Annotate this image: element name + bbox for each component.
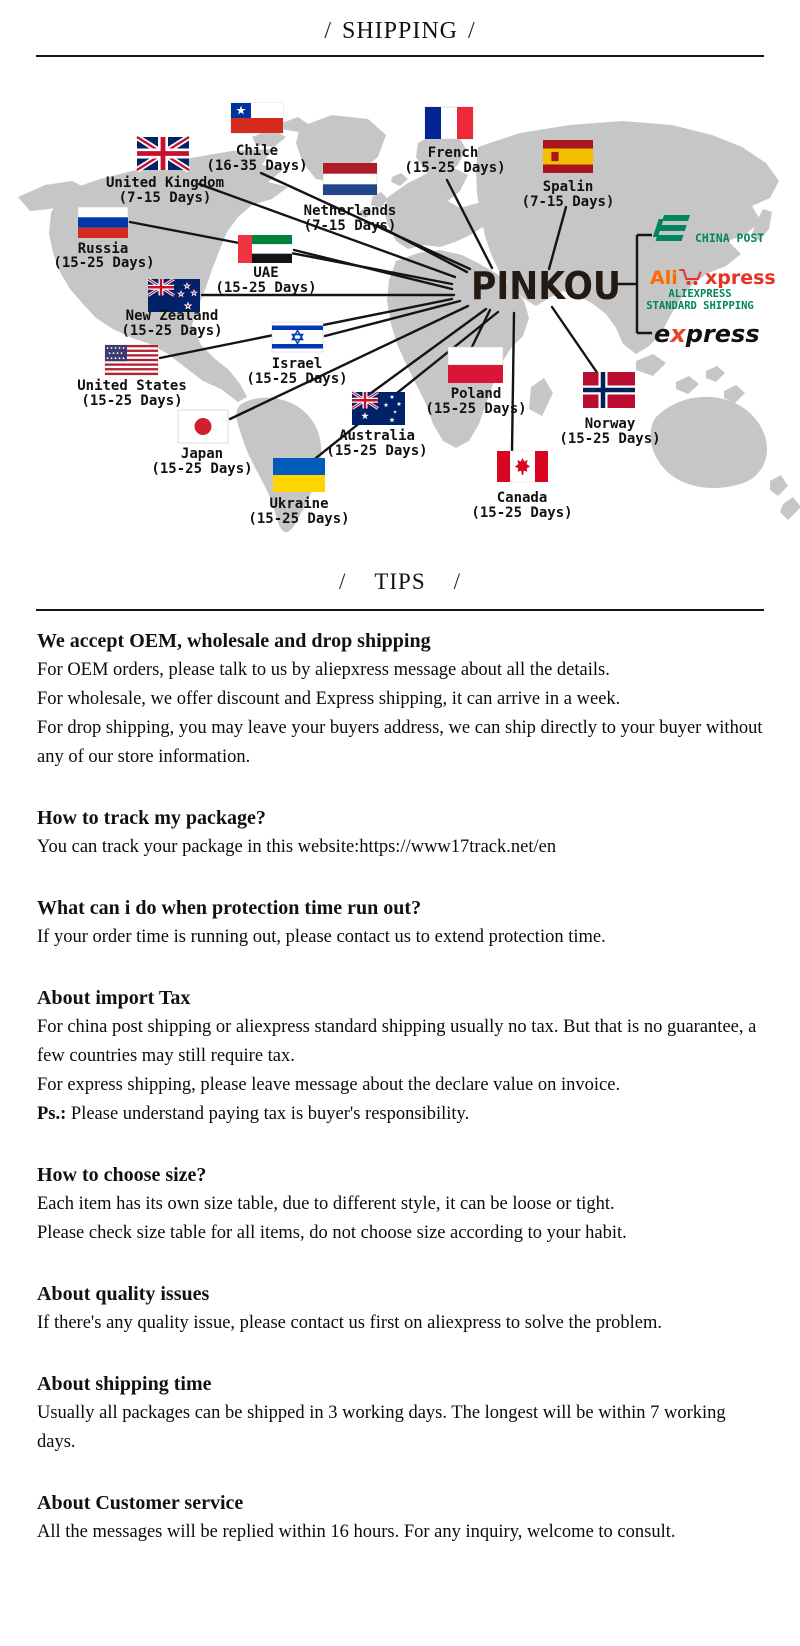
country-days: (15-25 Days) [81, 393, 183, 409]
country-days: (7-15 Days) [521, 194, 615, 210]
country-label: Australia [339, 428, 415, 444]
tips-section-size [37, 1161, 763, 1248]
tips-section-import-tax [37, 984, 763, 1129]
aliexpress-standard-line1: ALIEXPRESS [668, 288, 732, 300]
divider-line [36, 55, 764, 57]
country-label: French [427, 145, 479, 161]
country-days: (15-25 Days) [404, 160, 506, 176]
country-days: (15-25 Days) [425, 401, 527, 417]
section-paragraph: If your order time is running out, please contact us to extend protection time. [37, 927, 606, 947]
tips-section-shipping-time [37, 1370, 763, 1457]
country-label: Norway [584, 416, 636, 432]
country-days: (15-25 Days) [121, 323, 223, 339]
page-title: SHIPPING [341, 18, 459, 44]
shipping-banner [0, 0, 800, 45]
section-paragraph: You can track your package in this website:https://www17track.net/en [37, 837, 557, 857]
country-label: Russia [77, 241, 129, 257]
country-australia [326, 392, 427, 459]
country-days: (15-25 Days) [151, 461, 253, 477]
ps-label: Ps.: [37, 1104, 67, 1124]
slash-decoration: / [338, 569, 347, 594]
section-paragraph: For wholesale, we offer discount and Express shipping, it can arrive in a week. [37, 689, 621, 709]
section-heading: How to choose size? [37, 1164, 207, 1186]
section-paragraph: Usually all packages can be shipped in 3 working days. The longest will be within 7 working days. [37, 1403, 726, 1452]
section-paragraph: For drop shipping, you may leave your buyers address, we can ship directly to your buyer without any of our store information. [37, 718, 763, 767]
country-canada [471, 451, 572, 521]
section-heading: About quality issues [37, 1283, 210, 1305]
carrier-express [654, 320, 760, 348]
aliexpress-xpress-label: xpress [705, 267, 776, 289]
world-map [0, 85, 800, 537]
country-label: Canada [496, 490, 548, 506]
section-paragraph: All the messages will be replied within 16 hours. For any inquiry, welcome to consult. [37, 1522, 676, 1542]
country-label: Japan [180, 446, 224, 462]
country-label: UAE [253, 265, 279, 281]
slash-decoration: / [324, 18, 332, 44]
tips-section-tracking [37, 804, 763, 862]
poland-flag-icon [448, 347, 503, 365]
country-label: Spalin [542, 179, 594, 195]
brand-logo: PINKOU [471, 264, 621, 308]
china-post-label: CHINA POST [695, 231, 765, 245]
country-label: Poland [450, 386, 502, 402]
country-days: (15-25 Days) [246, 371, 348, 387]
section-paragraph: Each item has its own size table, due to different style, it can be loose or tight. [37, 1194, 615, 1214]
tips-banner [0, 569, 800, 595]
country-days: (15-25 Days) [471, 505, 573, 521]
country-label: Ukraine [269, 496, 329, 512]
country-days: (15-25 Days) [53, 255, 155, 271]
tips-body [37, 627, 763, 1581]
divider-line [36, 609, 764, 611]
section-heading: What can i do when protection time run out? [37, 897, 422, 919]
country-label: United States [77, 378, 187, 394]
section-heading: How to track my package? [37, 807, 266, 829]
section-paragraph: For china post shipping or aliexpress standard shipping usually no tax. But that is no guarantee, a few countries may still require tax. [37, 1017, 757, 1066]
slash-decoration: / [453, 569, 462, 594]
country-label: New Zealand [125, 308, 219, 324]
slash-decoration: / [468, 18, 476, 44]
tips-section-protection-time [37, 894, 763, 952]
uae-flag-icon [252, 235, 292, 244]
tips-section-quality [37, 1280, 763, 1338]
uk-flag-icon [137, 137, 189, 170]
section-heading: About shipping time [37, 1373, 212, 1395]
express-logo: express [654, 320, 760, 348]
tips-section-customer-service [37, 1489, 763, 1547]
country-days: (7-15 Days) [118, 190, 212, 206]
section-paragraph: For express shipping, please leave message about the declare value on invoice. [37, 1075, 621, 1095]
ps-text: Please understand paying tax is buyer's responsibility. [66, 1104, 470, 1124]
country-days: (15-25 Days) [215, 280, 317, 296]
country-label: Netherlands [303, 203, 397, 219]
section-paragraph-ps [37, 1100, 763, 1129]
aliexpress-ali-label: Ali [650, 267, 678, 289]
country-days: (15-25 Days) [326, 443, 428, 459]
section-heading: We accept OEM, wholesale and drop shipping [37, 630, 431, 652]
country-days: (16-35 Days) [206, 158, 308, 174]
country-uae [215, 235, 316, 296]
aliexpress-standard-line2: STANDARD SHIPPING [646, 300, 754, 312]
country-label: United Kingdom [105, 175, 225, 191]
section-heading: About import Tax [37, 987, 191, 1009]
country-days: (7-15 Days) [303, 218, 397, 234]
country-norway [559, 372, 660, 447]
country-label: Israel [271, 356, 323, 372]
section-paragraph: Please check size table for all items, do not choose size according to your habit. [37, 1223, 627, 1243]
ukraine-flag-icon [273, 458, 325, 475]
section-paragraph: If there's any quality issue, please contact us first on aliexpress to solve the problem. [37, 1313, 662, 1333]
section-paragraph: For OEM orders, please talk to us by aliepxress message about all the details. [37, 660, 610, 680]
country-label: Chile [235, 143, 279, 159]
tips-section-oem [37, 627, 763, 772]
tips-title: TIPS [374, 569, 426, 594]
country-days: (15-25 Days) [559, 431, 661, 447]
country-israel [246, 322, 347, 387]
country-days: (15-25 Days) [248, 511, 350, 527]
section-heading: About Customer service [37, 1492, 244, 1514]
